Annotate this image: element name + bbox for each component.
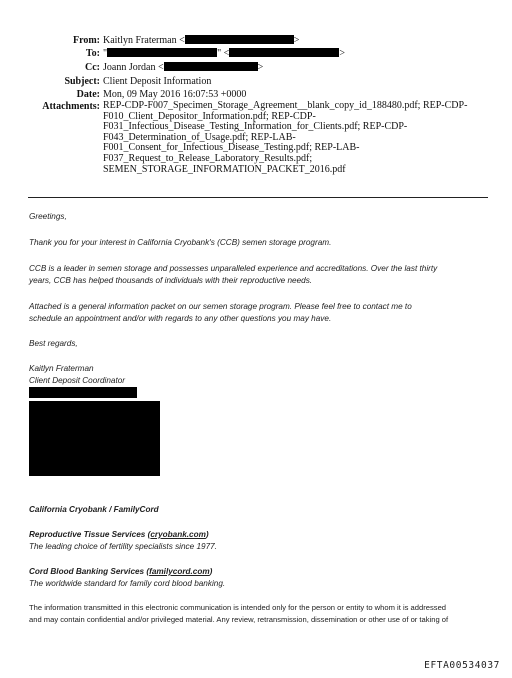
cc-label: Cc: [85, 62, 100, 73]
service-1-tagline: The leading choice of fertility specialists since 1977. [29, 542, 217, 551]
greeting: Greetings, [29, 212, 67, 221]
date-label: Date: [76, 89, 100, 100]
disclaimer-line-1: The information transmitted in this electronic communication is intended only for the person or entity to whom it is addressed [29, 603, 447, 612]
to-label: To: [85, 48, 100, 59]
attachment-line: SEMEN_STORAGE_INFORMATION_PACKET_2016.pdf [103, 163, 346, 175]
document-id: EFTA00534037 [424, 660, 500, 671]
company-signature [29, 0, 499, 600]
familycord-link[interactable]: familycord.com [149, 567, 210, 576]
subject-value: Client Deposit Information [103, 76, 212, 87]
attachment-line: F001_Consent_for_Infectious_Disease_Testing.pdf; REP-LAB- [103, 142, 360, 154]
subject-label: Subject: [64, 76, 100, 87]
paragraph-3-line-2: schedule an appointment and/or with regards to any other questions you may have. [29, 314, 332, 323]
service-1-title: Reproductive Tissue Services (cryobank.com) [29, 530, 209, 539]
disclaimer-line-2: and may contain confidential and/or privileged material. Any review, retransmission, dissemination or other use of or taking of [29, 615, 449, 624]
to-suffix: > [339, 48, 345, 59]
attachment-line: F037_Request_to_Release_Laboratory_Results.pdf; [103, 152, 313, 164]
attachment-line: F031_Infectious_Disease_Testing_Information_for_Clients.pdf; REP-CDP- [103, 121, 408, 133]
paragraph-2-line-1: CCB is a leader in semen storage and possesses unparalleled experience and accreditations. Over the last thirty [29, 264, 438, 273]
service-2-title: Cord Blood Banking Services (familycord.com) [29, 567, 213, 576]
paragraph-1: Thank you for your interest in California Cryobank's (CCB) semen storage program. [29, 238, 332, 247]
to-mid: " < [217, 48, 230, 59]
cc-suffix: > [257, 62, 264, 73]
cryobank-link[interactable]: cryobank.com [150, 530, 206, 539]
company-name: California Cryobank / FamilyCord [29, 505, 159, 514]
attachment-line: F010_Client_Depositor_Information.pdf; REP-CDP- [103, 110, 316, 122]
from-label: From: [72, 35, 100, 46]
paragraph-2-line-2: years, CCB has helped thousands of individuals with their reproductive needs. [29, 276, 313, 285]
from-name: Kaitlyn Fraterman < [103, 35, 185, 46]
to-prefix: " [103, 48, 108, 59]
date-value: Mon, 09 May 2016 16:07:53 +0000 [103, 89, 247, 100]
signature-name: Kaitlyn Fraterman [29, 364, 94, 373]
paragraph-3-line-1: Attached is a general information packet on our semen storage program. Please feel free to contact me to [29, 302, 412, 311]
attachment-line: F043_Determination_of_Usage.pdf; REP-LAB- [103, 131, 296, 143]
attachments-label: Attachments: [42, 101, 100, 112]
closing: Best regards, [29, 339, 78, 348]
signature-title: Client Deposit Coordinator [29, 376, 126, 385]
from-suffix: > [293, 35, 300, 46]
attachment-line: REP-CDP-F007_Specimen_Storage_Agreement__blank_copy_id_188480.pdf; REP-CDP- [103, 100, 468, 111]
service-2-tagline: The worldwide standard for family cord blood banking. [29, 579, 226, 588]
cc-name: Joann Jordan < [103, 62, 164, 73]
